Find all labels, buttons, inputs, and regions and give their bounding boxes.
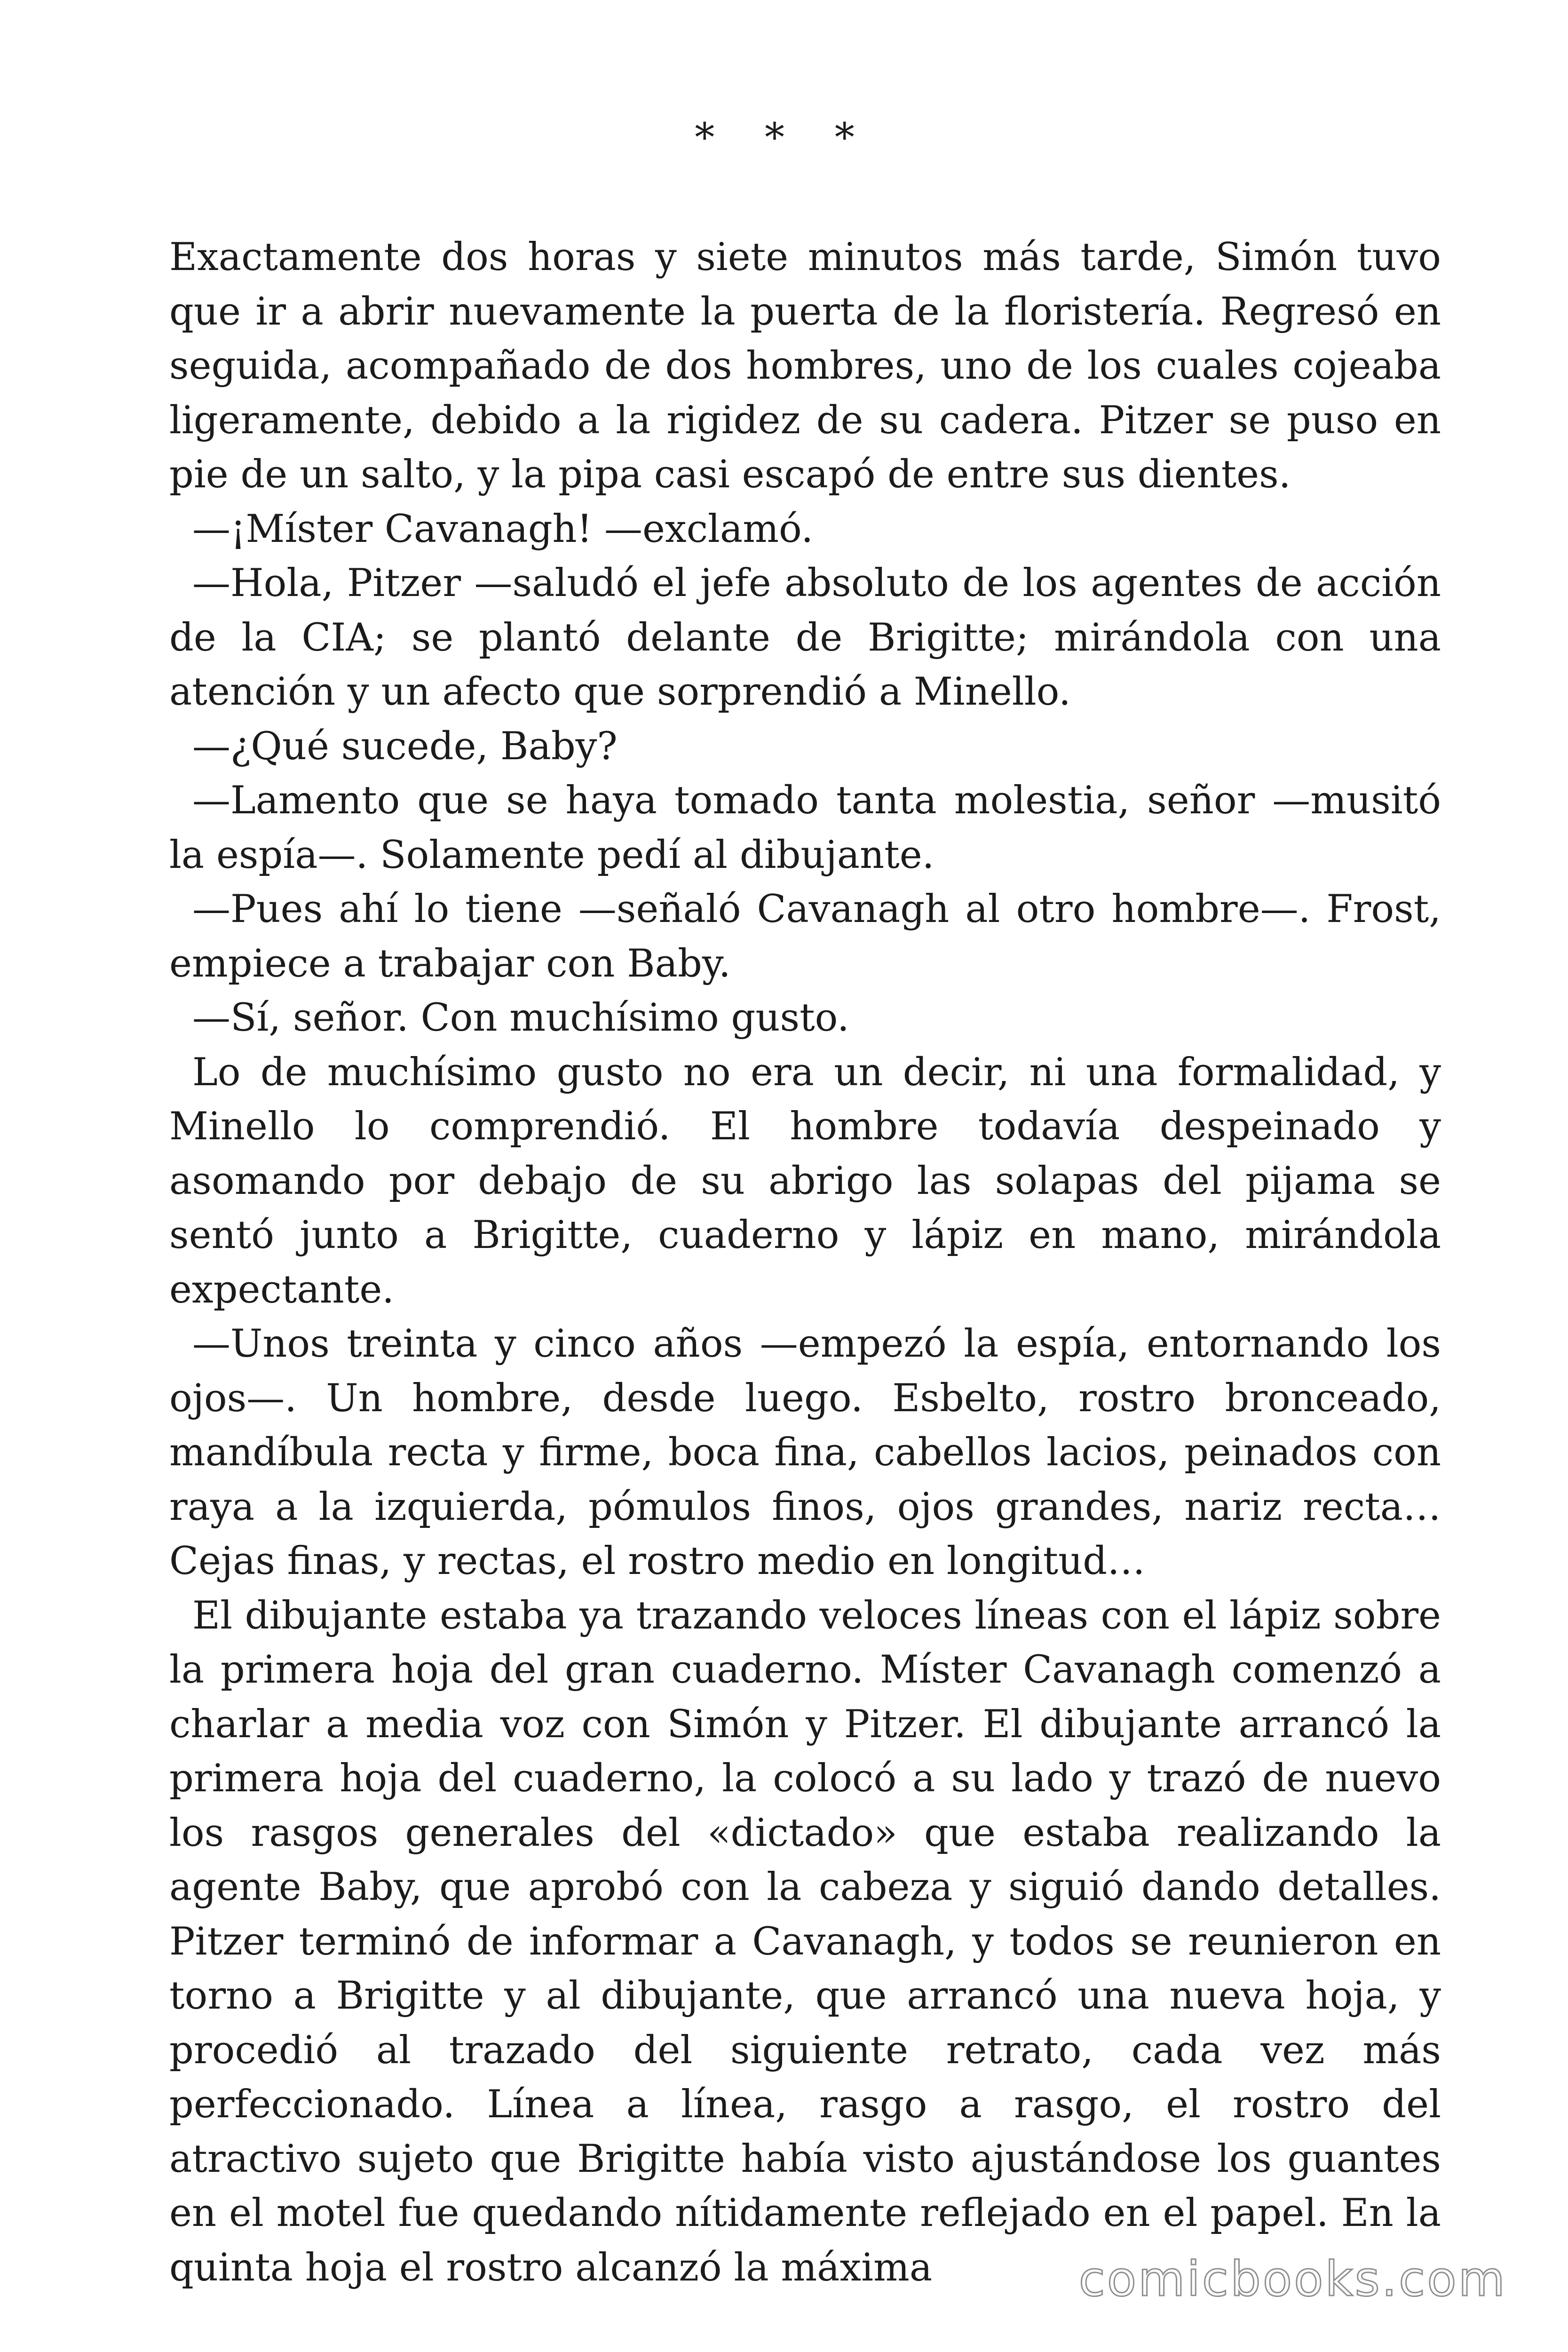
paragraph: —Unos treinta y cinco años —empezó la espía, entornando los ojos—. Un hombre, desde luego. Esbelto, rostro bronceado, mandíbula recta y firme, boca fina, cabellos lacios, peinados con raya a la izquierda, pómulos finos, ojos grandes, nariz recta… Cejas finas, y rectas, el rostro medio en longitud…: [169, 1322, 1441, 1583]
paragraph: —Sí, señor. Con muchísimo gusto.: [192, 996, 849, 1040]
scene-break: * * *: [695, 114, 873, 160]
watermark: comicbooks.com: [1078, 2251, 1507, 2307]
paragraph: —Hola, Pitzer —saludó el jefe absoluto de los agentes de acción de la CIA; se plantó delante de Brigitte; mirándola con una atención y un afecto que sorprendió a Minello.: [169, 561, 1441, 714]
paragraph: Lo de muchísimo gusto no era un decir, ni una formalidad, y Minello lo comprendió. El hombre todavía despeinado y asomando por debajo de su abrigo las solapas del pijama se sentó junto a Brigitte, cuaderno y lápiz en mano, mirándola expectante.: [169, 1050, 1441, 1312]
paragraph: Exactamente dos horas y siete minutos más tarde, Simón tuvo que ir a abrir nuevamente la puerta de la floristería. Regresó en seguida, acompañado de dos hombres, uno de los cuales cojeaba ligeramente, debido a la rigidez de su cadera. Pitzer se puso en pie de un salto, y la pipa casi escapó de entre sus dientes.: [169, 235, 1441, 497]
body-text: [169, 230, 1441, 2295]
paragraph: El dibujante estaba ya trazando veloces líneas con el lápiz sobre la primera hoja del gran cuaderno. Míster Cavanagh comenzó a charlar a media voz con Simón y Pitzer. El dibujante arrancó la primera hoja del cuaderno, la colocó a su lado y trazó de nuevo los rasgos generales del «dictado» que estaba realizando la agente Baby, que aprobó con la cabeza y siguió dando detalles. Pitzer terminó de informar a Cavanagh, y todos se reunieron en torno a Brigitte y al dibujante, que arrancó una nueva hoja, y procedió al trazado del siguiente retrato, cada vez más perfeccionado. Línea a línea, rasgo a rasgo, el rostro del atractivo sujeto que Brigitte había visto ajustándose los guantes en el motel fue quedando nítidamente reflejado en el papel. En la quinta hoja el rostro alcanzó la máxima: [169, 1593, 1441, 2290]
paragraph: —Lamento que se haya tomado tanta molestia, señor —musitó la espía—. Solamente pedí al dibujante.: [169, 779, 1441, 877]
paragraph: —¿Qué sucede, Baby?: [192, 724, 618, 769]
paragraph: —¡Míster Cavanagh! —exclamó.: [192, 507, 814, 551]
paragraph: —Pues ahí lo tiene —señaló Cavanagh al otro hombre—. Frost, empiece a trabajar con Baby.: [169, 887, 1441, 986]
